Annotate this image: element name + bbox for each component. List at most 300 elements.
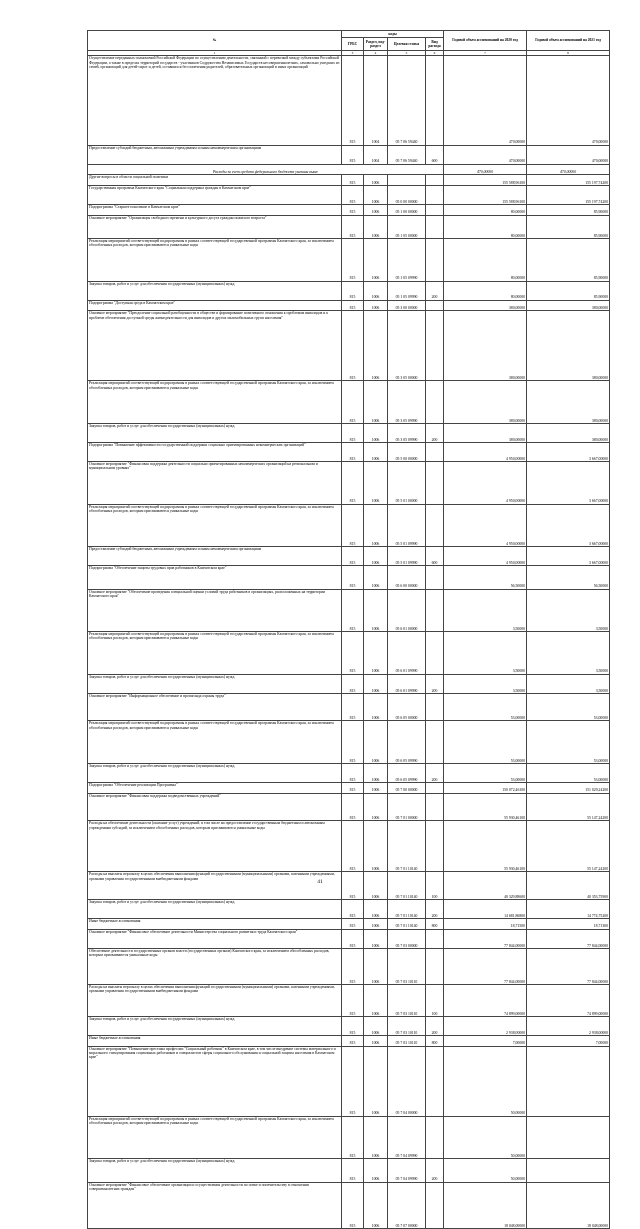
- grbs-code: 815: [342, 381, 364, 424]
- row-description: Другие вопросы в области социальной политики: [88, 175, 342, 186]
- amount-2020: 380,00000: [444, 381, 527, 424]
- target-code: 05 1 00 00000: [388, 205, 426, 216]
- expense-type-code: [426, 239, 444, 282]
- row-description: Основное мероприятие "Финансовое обеспечение организации и осуществления деятельности по опеке и попечительству в отношении совершеннолетних граждан": [88, 1182, 342, 1229]
- table-row: [88, 1046, 610, 1116]
- target-code: 05 5 01 00000: [388, 462, 426, 505]
- row-description: Подпрограмма "Старшее поколение в Камчатском крае": [88, 205, 342, 216]
- table-row: [88, 1035, 610, 1046]
- amount-2020: 3,50000: [444, 589, 527, 632]
- grbs-code: 815: [342, 919, 364, 930]
- amount-2021: 85,90000: [527, 215, 610, 238]
- row-description: Реализация мероприятий соответствующей подпрограммы в рамках соответствующей государственной программы Камчатского края, за исключением обособленных расходов, которым присваиваются уникальные коды: [88, 632, 342, 675]
- table-row: [88, 566, 610, 589]
- amount-2020: 80,00000: [444, 281, 527, 300]
- section-code: 1006: [364, 763, 388, 782]
- expense-type-code: [426, 300, 444, 311]
- section-code: 1006: [364, 632, 388, 675]
- target-code: 05 6 00 00000: [388, 566, 426, 589]
- page-number: 41: [317, 879, 323, 885]
- column-number: 3: [342, 51, 364, 56]
- grbs-code: 815: [342, 423, 364, 442]
- grbs-code: 815: [342, 215, 364, 238]
- table-row: [88, 793, 610, 821]
- table-row: [88, 899, 610, 918]
- grbs-code: 815: [342, 56, 364, 145]
- section-code: 1004: [364, 56, 388, 145]
- amount-2020: 155 588,96100: [444, 175, 527, 186]
- amount-2020: 50,00000: [444, 1046, 527, 1116]
- expense-type-code: 600: [426, 145, 444, 164]
- table-row: [88, 1016, 610, 1035]
- row-description: Расходы на выплаты персоналу в целях обеспечения выполнения функций государственными (муниципальными) органами, казенными учреждениями, органами управления государственными внебюджетными фондами: [88, 872, 342, 900]
- expense-type-code: 200: [426, 674, 444, 693]
- column-number: 1: [88, 51, 342, 56]
- section-code: 1006: [364, 205, 388, 216]
- section-code: 1006: [364, 281, 388, 300]
- amount-2021: 40 353,75900: [527, 872, 610, 900]
- amount-2021: 53,00000: [527, 763, 610, 782]
- table-row: [88, 674, 610, 693]
- grbs-code: 815: [342, 821, 364, 872]
- column-number: 7: [444, 51, 527, 56]
- amount-2021: 3,50000: [527, 674, 610, 693]
- grbs-code: 815: [342, 948, 364, 984]
- target-code: 05 6 01 09990: [388, 674, 426, 693]
- table-row: [88, 56, 610, 145]
- expense-type-code: 600: [426, 547, 444, 566]
- budget-table: [87, 30, 610, 1229]
- amount-2021: 14 774,75200: [527, 899, 610, 918]
- table-row: [88, 547, 610, 566]
- row-description: Осуществление переданных полномочий Российской Федерации по осуществлению деятельности, связанной с перевозкой между субъектами Российской Федерации, а также в пределах территорий государств - участников Содружества Независимых Государств несовершеннолетних, самовольно ушедших из семей, организаций для детей-сирот и детей, оставшихся без попечения родителей, образовательных организаций и иных организаций: [88, 56, 342, 145]
- section-code: 1006: [364, 185, 388, 204]
- table-row: [88, 300, 610, 311]
- row-description: Закупка товаров, работ и услуг для обеспечения государственных (муниципальных) нужд: [88, 1159, 342, 1182]
- section-code: 1006: [364, 783, 388, 794]
- expense-type-code: [426, 721, 444, 764]
- header-codes-group: коды: [342, 31, 444, 38]
- header-expense-type: Вид расхода: [426, 38, 444, 51]
- table-row: [88, 443, 610, 462]
- grbs-code: 815: [342, 504, 364, 547]
- amount-2020: 55 930,46100: [444, 793, 527, 821]
- section-code: 1006: [364, 872, 388, 900]
- amount-2021: [527, 1159, 610, 1182]
- grbs-code: 815: [342, 763, 364, 782]
- target-code: 05 7 06 59440: [388, 56, 426, 145]
- target-code: 05 5 01 09990: [388, 504, 426, 547]
- table-row: [88, 929, 610, 948]
- grbs-code: 815: [342, 239, 364, 282]
- table-row: [88, 185, 610, 204]
- grbs-code: 815: [342, 547, 364, 566]
- expense-type-code: [426, 443, 444, 462]
- header-amount-2020: Годовой объем ассигнований на 2020 год: [444, 31, 527, 51]
- amount-2020: 155 588,96100: [444, 185, 527, 204]
- amount-2020: 18 048,00000: [444, 1182, 527, 1229]
- header-section: Раздел, под-раздел: [364, 38, 388, 51]
- expense-type-code: 200: [426, 1016, 444, 1035]
- amount-2021: 155 197,74200: [527, 185, 610, 204]
- expense-type-code: [426, 793, 444, 821]
- amount-2020: 150 072,46100: [444, 783, 527, 794]
- target-code: 05 6 01 09990: [388, 632, 426, 675]
- section-code: 1006: [364, 899, 388, 918]
- target-code: 05 1 05 09990: [388, 239, 426, 282]
- target-code: 05 7 01 10140: [388, 919, 426, 930]
- grbs-code: 815: [342, 1159, 364, 1182]
- section-code: 1006: [364, 239, 388, 282]
- target-code: 05 3 00 00000: [388, 300, 426, 311]
- section-code: 1006: [364, 566, 388, 589]
- target-code: 05 7 03 10110: [388, 984, 426, 1016]
- amount-2020: 2 938,00000: [444, 1016, 527, 1035]
- target-code: 05 7 04 00000: [388, 1046, 426, 1116]
- table-row: [88, 145, 610, 164]
- row-description: Основное мероприятие "Финансовая поддержка деятельности социально ориентированных некоммерческих организаций на региональном и муниципальном уровнях": [88, 462, 342, 505]
- target-code: 05 7 07 00000: [388, 1182, 426, 1229]
- section-code: 1006: [364, 504, 388, 547]
- expense-type-code: [426, 504, 444, 547]
- grbs-code: 815: [342, 674, 364, 693]
- row-description: Закупка товаров, работ и услуг для обеспечения государственных (муниципальных) нужд: [88, 1016, 342, 1035]
- amount-2021: 53,00000: [527, 721, 610, 764]
- table-row: [88, 215, 610, 238]
- section-code: 1006: [364, 311, 388, 381]
- row-description: Основное мероприятие "Финансовая поддержка подведомственных учреждений": [88, 793, 342, 821]
- table-row: [88, 381, 610, 424]
- amount-2021: 85,90000: [527, 281, 610, 300]
- table-row: [88, 1116, 610, 1159]
- amount-2020: 53,00000: [444, 721, 527, 764]
- expense-type-code: [426, 56, 444, 145]
- amount-2020: 74 899,00000: [444, 984, 527, 1016]
- row-description: Основное мероприятие "Организация свободного времени и культурного досуга граждан пожилого возраста": [88, 215, 342, 238]
- target-code: 05 3 05 09990: [388, 423, 426, 442]
- amount-2021: 3 667,00000: [527, 547, 610, 566]
- expense-type-code: 200: [426, 423, 444, 442]
- target-code: 05 6 01 00000: [388, 589, 426, 632]
- row-description: Иные бюджетные ассигнования: [88, 919, 342, 930]
- note-text: Расходы за счет средств федерального бюджета указаны выше: [88, 164, 444, 175]
- amount-2021: [527, 1046, 610, 1116]
- target-code: 05 7 01 10140: [388, 821, 426, 872]
- amount-2020: 470,00000: [444, 164, 527, 175]
- amount-2020: 77 844,00000: [444, 948, 527, 984]
- grbs-code: 815: [342, 311, 364, 381]
- expense-type-code: 200: [426, 281, 444, 300]
- section-code: 1006: [364, 423, 388, 442]
- amount-2020: 4 950,00000: [444, 504, 527, 547]
- amount-2020: 50,00000: [444, 1159, 527, 1182]
- section-code: 1006: [364, 693, 388, 721]
- grbs-code: 815: [342, 443, 364, 462]
- section-code: 1006: [364, 215, 388, 238]
- expense-type-code: [426, 783, 444, 794]
- amount-2020: 80,00000: [444, 239, 527, 282]
- column-number: 5: [388, 51, 426, 56]
- target-code: 05 5 01 09990: [388, 547, 426, 566]
- table-row: [88, 821, 610, 872]
- amount-2020: 3,50000: [444, 674, 527, 693]
- row-description: Расходы на обеспечение деятельности (оказание услуг) учреждений, в том числе на предоставление государственным бюджетным и автономным учреждениям субсидий, за исключением обособленных расходов, которым присваиваются уникальные коды: [88, 821, 342, 872]
- table-row: [88, 763, 610, 782]
- amount-2021: 3,50000: [527, 589, 610, 632]
- amount-2021: 56,50000: [527, 566, 610, 589]
- row-description: Подпрограмма "Повышение эффективности государственной поддержки социально ориентированных некоммерческих организаций": [88, 443, 342, 462]
- expense-type-code: 800: [426, 919, 444, 930]
- expense-type-code: [426, 175, 444, 186]
- amount-2020: 80,00000: [444, 205, 527, 216]
- grbs-code: 815: [342, 693, 364, 721]
- section-code: 1006: [364, 1159, 388, 1182]
- target-code: 05 7 03 10110: [388, 1016, 426, 1035]
- expense-type-code: [426, 821, 444, 872]
- grbs-code: 815: [342, 205, 364, 216]
- row-description: Подпрограмма "Обеспечение реализации Программы": [88, 783, 342, 794]
- table-row: [88, 175, 610, 186]
- table-row: [88, 239, 610, 282]
- grbs-code: 815: [342, 300, 364, 311]
- row-description: Реализация мероприятий соответствующей подпрограммы в рамках соответствующей государственной программы Камчатского края, за исключением обособленных расходов, которым присваиваются уникальные коды: [88, 504, 342, 547]
- amount-2021: 470,00000: [527, 164, 610, 175]
- section-code: 1006: [364, 821, 388, 872]
- row-description: Предоставление субсидий бюджетным, автономным учреждениям и иным некоммерческим организациям: [88, 547, 342, 566]
- grbs-code: 815: [342, 566, 364, 589]
- grbs-code: 815: [342, 589, 364, 632]
- grbs-code: 815: [342, 872, 364, 900]
- amount-2021: 18 048,00000: [527, 1182, 610, 1229]
- row-description: Основное мероприятие "Повышение престижа профессии "Социальный работник" в Камчатском крае, в том числе внедрение системы материального и морального стимулирования социальных работников и специалистов сферы социального обслуживания и социальной защиты населения в Камчатском крае": [88, 1046, 342, 1116]
- grbs-code: 815: [342, 1046, 364, 1116]
- amount-2021: 18,71300: [527, 919, 610, 930]
- target-code: 05 1 05 00000: [388, 215, 426, 238]
- expense-type-code: [426, 311, 444, 381]
- header-number: №: [88, 31, 342, 51]
- amount-2020: 53,00000: [444, 763, 527, 782]
- table-row: [88, 281, 610, 300]
- table-row: [88, 504, 610, 547]
- row-description: Реализация мероприятий соответствующей подпрограммы в рамках соответствующей государственной программы Камчатского края, за исключением обособленных расходов, которым присваиваются уникальные коды: [88, 381, 342, 424]
- amount-2020: 380,00000: [444, 311, 527, 381]
- section-code: 1006: [364, 1182, 388, 1229]
- amount-2020: 4 950,00000: [444, 547, 527, 566]
- row-description: Расходы на выплаты персоналу в целях обеспечения выполнения функций государственными (муниципальными) органами, казенными учреждениями, органами управления государственными внебюджетными фондами: [88, 984, 342, 1016]
- expense-type-code: [426, 215, 444, 238]
- amount-2021: 380,00000: [527, 423, 610, 442]
- amount-2021: 77 844,00000: [527, 929, 610, 948]
- amount-2020: 55 930,46100: [444, 821, 527, 872]
- table-row: [88, 948, 610, 984]
- target-code: 05 3 05 00000: [388, 311, 426, 381]
- table-row: [88, 1159, 610, 1182]
- target-code: 05 6 05 09990: [388, 721, 426, 764]
- row-description: Закупка товаров, работ и услуг для обеспечения государственных (муниципальных) нужд: [88, 763, 342, 782]
- amount-2021: 151 029,24200: [527, 783, 610, 794]
- table-row: [88, 205, 610, 216]
- table-row: [88, 783, 610, 794]
- table-row: [88, 1182, 610, 1229]
- row-description: Закупка товаров, работ и услуг для обеспечения государственных (муниципальных) нужд: [88, 674, 342, 693]
- header-grbs: ГРБС: [342, 38, 364, 51]
- section-code: 1006: [364, 984, 388, 1016]
- row-description: Закупка товаров, работ и услуг для обеспечения государственных (муниципальных) нужд: [88, 899, 342, 918]
- target-code: 05 7 04 09990: [388, 1159, 426, 1182]
- target-code: 05 7 04 09990: [388, 1116, 426, 1159]
- section-code: 1004: [364, 145, 388, 164]
- amount-2021: 3 667,00000: [527, 443, 610, 462]
- table-row: [88, 721, 610, 764]
- section-code: 1006: [364, 175, 388, 186]
- amount-2021: 85,90000: [527, 239, 610, 282]
- amount-2020: 470,00000: [444, 56, 527, 145]
- table-row: [88, 589, 610, 632]
- section-code: 1006: [364, 721, 388, 764]
- row-description: Обеспечение деятельности государственных органов власти (государственных органов) Камчатского края, за исключением обособленных расходов, которым присваиваются уникальные коды: [88, 948, 342, 984]
- amount-2021: 7,00000: [527, 1035, 610, 1046]
- expense-type-code: [426, 1046, 444, 1116]
- grbs-code: 815: [342, 632, 364, 675]
- grbs-code: 815: [342, 1116, 364, 1159]
- amount-2021: 155 197,74200: [527, 175, 610, 186]
- row-description: Государственная программа Камчатского края "Социальная поддержка граждан в Камчатском крае": [88, 185, 342, 204]
- amount-2021: 3,50000: [527, 632, 610, 675]
- amount-2021: 2 938,00000: [527, 1016, 610, 1035]
- grbs-code: 815: [342, 185, 364, 204]
- expense-type-code: [426, 929, 444, 948]
- section-code: 1006: [364, 589, 388, 632]
- target-code: 05 6 05 09990: [388, 763, 426, 782]
- column-number: 8: [527, 51, 610, 56]
- amount-2020: 50,00000: [444, 1116, 527, 1159]
- target-code: 05 7 03 10110: [388, 948, 426, 984]
- row-description: Подпрограмма "Обеспечение защиты трудовых прав работников в Камчатском крае": [88, 566, 342, 589]
- target-code: 05 1 05 09990: [388, 281, 426, 300]
- amount-2021: 380,00000: [527, 381, 610, 424]
- section-code: 1006: [364, 547, 388, 566]
- amount-2020: 14 681,86800: [444, 899, 527, 918]
- target-code: 05 7 03 00000: [388, 929, 426, 948]
- section-code: 1006: [364, 1046, 388, 1116]
- expense-type-code: [426, 566, 444, 589]
- expense-type-code: [426, 693, 444, 721]
- row-description: Подпрограмма "Доступная среда в Камчатском крае": [88, 300, 342, 311]
- table-row: [88, 872, 610, 900]
- expense-type-code: 200: [426, 763, 444, 782]
- grbs-code: 815: [342, 1035, 364, 1046]
- expense-type-code: 100: [426, 872, 444, 900]
- section-code: 1006: [364, 443, 388, 462]
- column-number: 4: [364, 51, 388, 56]
- target-code: 05 3 05 09990: [388, 381, 426, 424]
- amount-2020: 380,00000: [444, 300, 527, 311]
- expense-type-code: 800: [426, 1035, 444, 1046]
- table-row: [88, 984, 610, 1016]
- amount-2021: 3 667,00000: [527, 504, 610, 547]
- target-code: 05 7 01 10140: [388, 899, 426, 918]
- expense-type-code: [426, 948, 444, 984]
- amount-2020: 470,00000: [444, 145, 527, 164]
- expense-type-code: 200: [426, 899, 444, 918]
- amount-2020: 380,00000: [444, 423, 527, 442]
- header-amount-2021: Годовой объем ассигнований на 2021 год: [527, 31, 610, 51]
- row-description: Основное мероприятие "Финансовое обеспечение деятельности Министерства социального развития и труда Камчатского края": [88, 929, 342, 948]
- section-code: 1006: [364, 1016, 388, 1035]
- section-code: 1006: [364, 381, 388, 424]
- row-description: Реализация мероприятий соответствующей подпрограммы в рамках соответствующей государственной программы Камчатского края, за исключением обособленных расходов, которым присваиваются уникальные коды: [88, 1116, 342, 1159]
- grbs-code: 815: [342, 1016, 364, 1035]
- target-code: 05 0 00 00000: [388, 185, 426, 204]
- table-row: [88, 632, 610, 675]
- target-code: 05 7 03 10110: [388, 1035, 426, 1046]
- expense-type-code: [426, 1182, 444, 1229]
- expense-type-code: 100: [426, 984, 444, 1016]
- grbs-code: 815: [342, 793, 364, 821]
- amount-2020: 56,50000: [444, 566, 527, 589]
- amount-2021: 85,90000: [527, 205, 610, 216]
- column-number: 6: [426, 51, 444, 56]
- row-description: Закупка товаров, работ и услуг для обеспечения государственных (муниципальных) нужд: [88, 423, 342, 442]
- table-row: [88, 311, 610, 381]
- row-description: Предоставление субсидий бюджетным, автономным учреждениям и иным некоммерческим организациям: [88, 145, 342, 164]
- amount-2020: 18,71500: [444, 919, 527, 930]
- amount-2021: 55 147,24200: [527, 793, 610, 821]
- amount-2021: 77 844,00000: [527, 948, 610, 984]
- expense-type-code: [426, 205, 444, 216]
- grbs-code: 815: [342, 984, 364, 1016]
- target-code: 05 7 01 10140: [388, 872, 426, 900]
- grbs-code: 815: [342, 783, 364, 794]
- amount-2020: 40 329,88600: [444, 872, 527, 900]
- section-code: 1006: [364, 300, 388, 311]
- row-description: Реализация мероприятий соответствующей подпрограммы в рамках соответствующей государственной программы Камчатского края, за исключением обособленных расходов, которым присваиваются уникальные коды: [88, 239, 342, 282]
- table-note-row: [88, 164, 610, 175]
- target-code: 05 7 01 00000: [388, 793, 426, 821]
- section-code: 1006: [364, 948, 388, 984]
- expense-type-code: [426, 185, 444, 204]
- table-row: [88, 919, 610, 930]
- expense-type-code: [426, 381, 444, 424]
- target-code: 05 7 00 00000: [388, 783, 426, 794]
- row-description: Иные бюджетные ассигнования: [88, 1035, 342, 1046]
- target-code: 05 6 05 00000: [388, 693, 426, 721]
- table-row: [88, 462, 610, 505]
- amount-2021: 470,00000: [527, 145, 610, 164]
- amount-2021: 53,00000: [527, 693, 610, 721]
- grbs-code: 815: [342, 1182, 364, 1229]
- grbs-code: 815: [342, 721, 364, 764]
- table-row: [88, 693, 610, 721]
- amount-2020: 7,00000: [444, 1035, 527, 1046]
- expense-type-code: [426, 589, 444, 632]
- expense-type-code: [426, 1116, 444, 1159]
- grbs-code: 815: [342, 175, 364, 186]
- section-code: 1006: [364, 1116, 388, 1159]
- section-code: 1006: [364, 929, 388, 948]
- header-target: Целевая статья: [388, 38, 426, 51]
- target-code: [388, 175, 426, 186]
- section-code: 1006: [364, 1035, 388, 1046]
- amount-2020: 3,50000: [444, 632, 527, 675]
- row-description: Основное мероприятие "Информационное обеспечение и пропаганда охраны труда": [88, 693, 342, 721]
- row-description: Основное мероприятие "Преодоление социальной разобщенности в обществе и формирование позитивного отношения к проблемам инвалидов и к проблеме обеспечения доступной среды жизнедеятельности для инвалидов и других маломобильных групп населения": [88, 311, 342, 381]
- grbs-code: 815: [342, 145, 364, 164]
- amount-2021: 3 667,00000: [527, 462, 610, 505]
- amount-2021: 380,00000: [527, 300, 610, 311]
- amount-2021: 55 147,24200: [527, 821, 610, 872]
- amount-2020: 80,00000: [444, 215, 527, 238]
